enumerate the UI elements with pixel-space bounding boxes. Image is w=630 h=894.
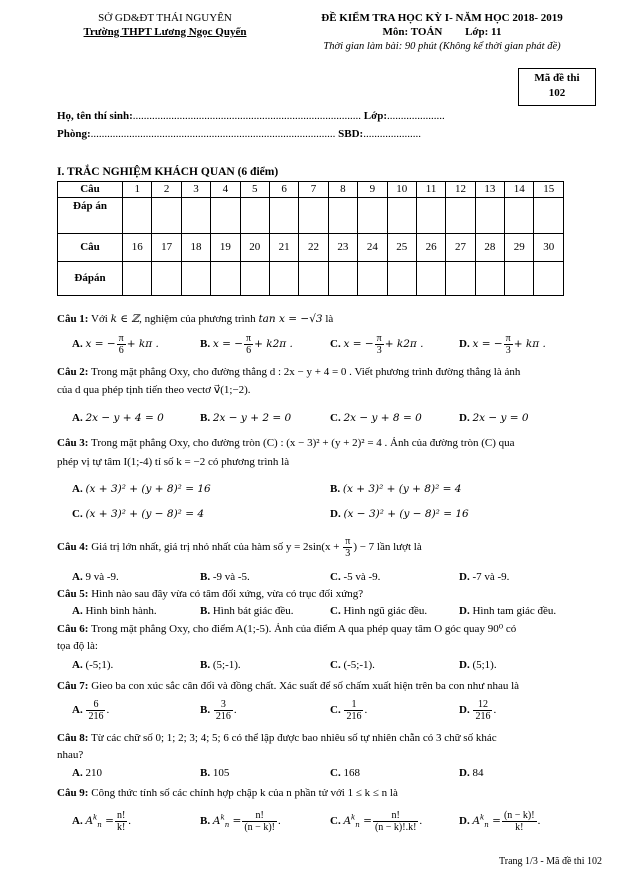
- answer-cell[interactable]: [299, 198, 328, 234]
- room-label: Phòng:: [57, 128, 91, 140]
- q1-equation: tan x = −√3: [258, 313, 323, 325]
- question-1: [57, 313, 577, 327]
- question-8: [57, 732, 577, 746]
- answer-table: [57, 181, 564, 296]
- q6-text: Trong mặt phẳng Oxy, cho điểm A(1;-5). Ảnh của điểm A qua phép quay tâm O góc quay 90⁰ có: [91, 623, 517, 635]
- q8-option-c[interactable]: C. 168: [330, 767, 360, 779]
- table-row-questions-2: [58, 234, 564, 262]
- exam-title: ĐỀ KIỂM TRA HỌC KỲ I- NĂM HỌC 2018- 2019: [321, 12, 563, 24]
- exam-code: 102: [548, 87, 566, 99]
- answer-cell[interactable]: [152, 198, 181, 234]
- q9-option-b[interactable]: B. $A^k_n$ = $\frac{n!}{(n - k)!}$ .: [200, 810, 281, 833]
- question-5: [57, 588, 577, 602]
- question-6: [57, 623, 577, 637]
- question-6-cont: [57, 640, 577, 654]
- q3-options-1: [72, 483, 572, 499]
- q-cell: 3: [181, 182, 210, 198]
- answer-cell[interactable]: [181, 198, 210, 234]
- q-cell: 15: [534, 182, 564, 198]
- q5-option-c[interactable]: C. Hình ngũ giác đều.: [330, 605, 428, 617]
- q-cell: 17: [152, 234, 181, 262]
- q3-option-c[interactable]: C. (x + 3)² + (y − 8)² = 4: [72, 508, 205, 520]
- q4-option-c[interactable]: C. -5 và -9.: [330, 571, 381, 583]
- q4-option-a[interactable]: A. 9 và -9.: [72, 571, 119, 583]
- q1-option-b[interactable]: B. x = − $\frac{\pi}{6}$ + k2π .: [200, 333, 293, 356]
- question-2-cont: [57, 384, 577, 398]
- answer-cell[interactable]: [240, 198, 269, 234]
- exam-code-label: Mã đề thi: [534, 72, 580, 84]
- q1-text-a: Với: [91, 313, 111, 325]
- answer-cell[interactable]: [446, 198, 475, 234]
- name-dots: ...................................................................................: [132, 110, 362, 122]
- question-4: [57, 536, 577, 559]
- subject: Môn: TOÁN: [382, 25, 443, 38]
- answer-cell[interactable]: [328, 262, 357, 296]
- q-cell: 7: [299, 182, 328, 198]
- q-cell: 9: [358, 182, 387, 198]
- q7-option-a[interactable]: A. $\frac{6}{216}$ .: [72, 699, 110, 722]
- q7-option-c[interactable]: C. $\frac{1}{216}$ .: [330, 699, 368, 722]
- q5-options: [72, 605, 572, 621]
- answer-cell[interactable]: [387, 198, 416, 234]
- question-3-cont: [57, 456, 577, 470]
- class-label: Lớp:: [363, 110, 388, 122]
- q-cell: 14: [505, 182, 534, 198]
- q-cell: 13: [475, 182, 504, 198]
- q5-text: Hình nào sau đây vừa có tâm đối xứng, vừa có trục đối xứng?: [91, 588, 364, 600]
- q-cell: 6: [269, 182, 298, 198]
- student-room-line: [57, 128, 577, 142]
- answer-cell[interactable]: [299, 262, 328, 296]
- answer-cell[interactable]: [446, 262, 475, 296]
- q-cell: 26: [416, 234, 445, 262]
- q3-text-2: phép vị tự tâm I(1;-4) tỉ số k = −2 có phương trình là: [57, 456, 290, 468]
- answer-cell[interactable]: [328, 198, 357, 234]
- q-cell: 11: [416, 182, 445, 198]
- page-footer: Trang 1/3 - Mã đề thi 102: [499, 856, 602, 867]
- grade: Lớp: 11: [465, 25, 502, 38]
- answer-cell[interactable]: [416, 198, 445, 234]
- q6-number: Câu 6:: [57, 623, 89, 635]
- q-cell: 23: [328, 234, 357, 262]
- q6-option-c[interactable]: C. (-5;-1).: [330, 659, 375, 671]
- exam-code-box: [518, 68, 596, 106]
- q1-option-a[interactable]: A. x = − $\frac{\pi}{6}$ + kπ .: [72, 333, 159, 356]
- answer-cell[interactable]: [475, 198, 504, 234]
- q6-option-b[interactable]: B. (5;-1).: [200, 659, 241, 671]
- table-row-answers-2: [58, 262, 564, 296]
- answer-cell[interactable]: [123, 262, 152, 296]
- q3-option-b[interactable]: B. (x + 3)² + (y + 8)² = 4: [330, 483, 462, 495]
- answer-cell[interactable]: [534, 198, 564, 234]
- q2-option-c[interactable]: C. 2x − y + 8 = 0: [330, 412, 422, 424]
- answer-cell[interactable]: [181, 262, 210, 296]
- answer-cell[interactable]: [416, 262, 445, 296]
- q4-options: [72, 571, 572, 587]
- q-cell: 21: [269, 234, 298, 262]
- answer-cell[interactable]: [505, 198, 534, 234]
- q3-number: Câu 3:: [57, 437, 89, 449]
- q7-option-d[interactable]: D. $\frac{12}{216}$ .: [459, 699, 497, 722]
- q-cell: 10: [387, 182, 416, 198]
- q1-number: Câu 1:: [57, 313, 89, 325]
- q2-options: [72, 412, 572, 428]
- q-cell: 1: [123, 182, 152, 198]
- q8-text-2: nhau?: [57, 749, 84, 761]
- name-label: Họ, tên thí sinh:: [57, 110, 133, 122]
- q6-option-d[interactable]: D. (5;1).: [459, 659, 497, 671]
- exam-time: Thời gian làm bài: 90 phút (Không kể thời gian phát đề): [323, 40, 561, 52]
- q-cell: 12: [446, 182, 475, 198]
- q1-k-in-z: k ∈ ℤ: [110, 313, 140, 325]
- q3-options-2: [72, 508, 572, 524]
- q-cell: 5: [240, 182, 269, 198]
- q5-option-b[interactable]: B. Hình bát giác đều.: [200, 605, 294, 617]
- answer-cell[interactable]: [387, 262, 416, 296]
- q8-option-a[interactable]: A. 210: [72, 767, 102, 779]
- table-row-questions-1: [58, 182, 564, 198]
- q8-text: Từ các chữ số 0; 1; 2; 3; 4; 5; 6 có thể lập được bao nhiêu số tự nhiên chẵn có 3 chữ số khác: [91, 732, 497, 744]
- q-cell: 19: [211, 234, 240, 262]
- q4-text-b: ) − 7 lần lượt là: [353, 541, 422, 554]
- q2-option-a[interactable]: A. 2x − y + 4 = 0: [72, 412, 164, 424]
- answer-cell[interactable]: [240, 262, 269, 296]
- sbd-label: SBD:: [338, 128, 364, 140]
- q2-option-d[interactable]: D. 2x − y = 0: [459, 412, 529, 424]
- sbd-dots: .....................: [363, 128, 421, 140]
- answer-cell[interactable]: [269, 262, 298, 296]
- q3-text: Trong mặt phẳng Oxy, cho đường tròn (C) : (x − 3)² + (y + 2)² = 4 . Ảnh của đường tròn (C) qua: [91, 437, 515, 449]
- row-label-cau-2: Câu: [58, 234, 123, 262]
- section-title: I. TRẮC NGHIỆM KHÁCH QUAN (6 điểm): [57, 166, 279, 178]
- question-2: [57, 366, 577, 380]
- subject-line: [292, 26, 592, 40]
- q5-number: Câu 5:: [57, 588, 89, 600]
- q-cell: 16: [123, 234, 152, 262]
- q4-option-b[interactable]: B. -9 và -5.: [200, 571, 250, 583]
- row-label-dap-an: Đáp án: [58, 198, 123, 234]
- q8-options: [72, 767, 572, 783]
- q5-option-d[interactable]: D. Hình tam giác đều.: [459, 605, 557, 617]
- q-cell: 8: [328, 182, 357, 198]
- q9-option-a[interactable]: A. $A^k_n$ = $\frac{n!}{k!}$ .: [72, 810, 132, 833]
- q6-options: [72, 659, 572, 675]
- answer-cell[interactable]: [269, 198, 298, 234]
- answer-cell[interactable]: [123, 198, 152, 234]
- q7-text: Gieo ba con xúc sắc cân đối và đồng chất. Xác suất để số chấm xuất hiện trên ba con như nhau là: [91, 680, 520, 692]
- q8-option-d[interactable]: D. 84: [459, 767, 484, 779]
- class-dots: .....................: [387, 110, 445, 122]
- question-3: [57, 437, 577, 451]
- q7-option-b[interactable]: B. $\frac{3}{216}$ .: [200, 699, 237, 722]
- q9-option-c[interactable]: C. $A^k_n$ = $\frac{n!}{(n - k)!.k!}$ .: [330, 810, 423, 833]
- answer-cell[interactable]: [358, 198, 387, 234]
- q8-option-b[interactable]: B. 105: [200, 767, 230, 779]
- row-label-cau: Câu: [58, 182, 123, 198]
- header-left: [60, 12, 270, 40]
- question-7: [57, 680, 577, 694]
- q4-number: Câu 4:: [57, 541, 89, 554]
- answer-cell[interactable]: [152, 262, 181, 296]
- q2-text: Trong mặt phẳng Oxy, cho đường thẳng d : 2x − y + 4 = 0 . Viết phương trình đường thẳng là ảnh: [91, 366, 521, 378]
- q1-option-d[interactable]: D. x = − $\frac{\pi}{3}$ + kπ .: [459, 333, 546, 356]
- q9-options: [72, 810, 572, 840]
- q7-number: Câu 7:: [57, 680, 89, 692]
- q-cell: 30: [534, 234, 564, 262]
- q-cell: 27: [446, 234, 475, 262]
- q1-text-b: , nghiệm của phương trình: [139, 313, 259, 325]
- table-row-answers-1: [58, 198, 564, 234]
- q-cell: 20: [240, 234, 269, 262]
- room-dots: .........................................................................................: [90, 128, 336, 140]
- q-cell: 28: [475, 234, 504, 262]
- q7-options: [72, 699, 572, 727]
- q2-option-b[interactable]: B. 2x − y + 2 = 0: [200, 412, 292, 424]
- q-cell: 22: [299, 234, 328, 262]
- q4-fraction: $\frac{\pi}{3}$: [345, 536, 351, 559]
- q9-text: Công thức tính số các chỉnh hợp chập k của n phần tử với 1 ≤ k ≤ n là: [91, 787, 398, 799]
- q6-text-2: tọa độ là:: [57, 640, 98, 652]
- answer-cell[interactable]: [534, 262, 564, 296]
- answer-cell[interactable]: [211, 198, 240, 234]
- answer-cell[interactable]: [505, 262, 534, 296]
- student-name-line: [57, 110, 577, 124]
- q-cell: 2: [152, 182, 181, 198]
- q1-text-c: là: [322, 313, 334, 325]
- q4-text-a: Giá trị lớn nhất, giá trị nhỏ nhất của hàm số y = 2sin(x +: [91, 541, 343, 554]
- q3-option-a[interactable]: A. (x + 3)² + (y + 8)² = 16: [72, 483, 211, 495]
- q-cell: 24: [358, 234, 387, 262]
- q3-option-d[interactable]: D. (x − 3)² + (y − 8)² = 16: [330, 508, 469, 520]
- q9-option-d[interactable]: D. $A^k_n$ = $\frac{(n - k)!}{k!}$ .: [459, 810, 541, 833]
- school-name: Trường THPT Lương Ngọc Quyến: [83, 25, 247, 38]
- q5-option-a[interactable]: A. Hình bình hành.: [72, 605, 157, 617]
- row-label-dapan-2: Đápán: [58, 262, 123, 296]
- q-cell: 18: [181, 234, 210, 262]
- q8-number: Câu 8:: [57, 732, 89, 744]
- q1-options: [72, 333, 572, 361]
- q4-option-d[interactable]: D. -7 và -9.: [459, 571, 510, 583]
- question-8-cont: [57, 749, 577, 763]
- answer-cell[interactable]: [475, 262, 504, 296]
- header-right: [292, 12, 592, 53]
- q-cell: 4: [211, 182, 240, 198]
- q2-number: Câu 2:: [57, 366, 89, 378]
- q1-option-c[interactable]: C. x = − $\frac{\pi}{3}$ + k2π .: [330, 333, 424, 356]
- dept-name: SỞ GD&ĐT THÁI NGUYÊN: [98, 12, 232, 24]
- question-9: [57, 787, 577, 801]
- answer-cell[interactable]: [358, 262, 387, 296]
- answer-cell[interactable]: [211, 262, 240, 296]
- q9-number: Câu 9:: [57, 787, 89, 799]
- q2-text-2: của d qua phép tịnh tiến theo vectơ v⃗(1;−2).: [57, 384, 251, 396]
- q6-option-a[interactable]: A. (-5;1).: [72, 659, 114, 671]
- q-cell: 29: [505, 234, 534, 262]
- q-cell: 25: [387, 234, 416, 262]
